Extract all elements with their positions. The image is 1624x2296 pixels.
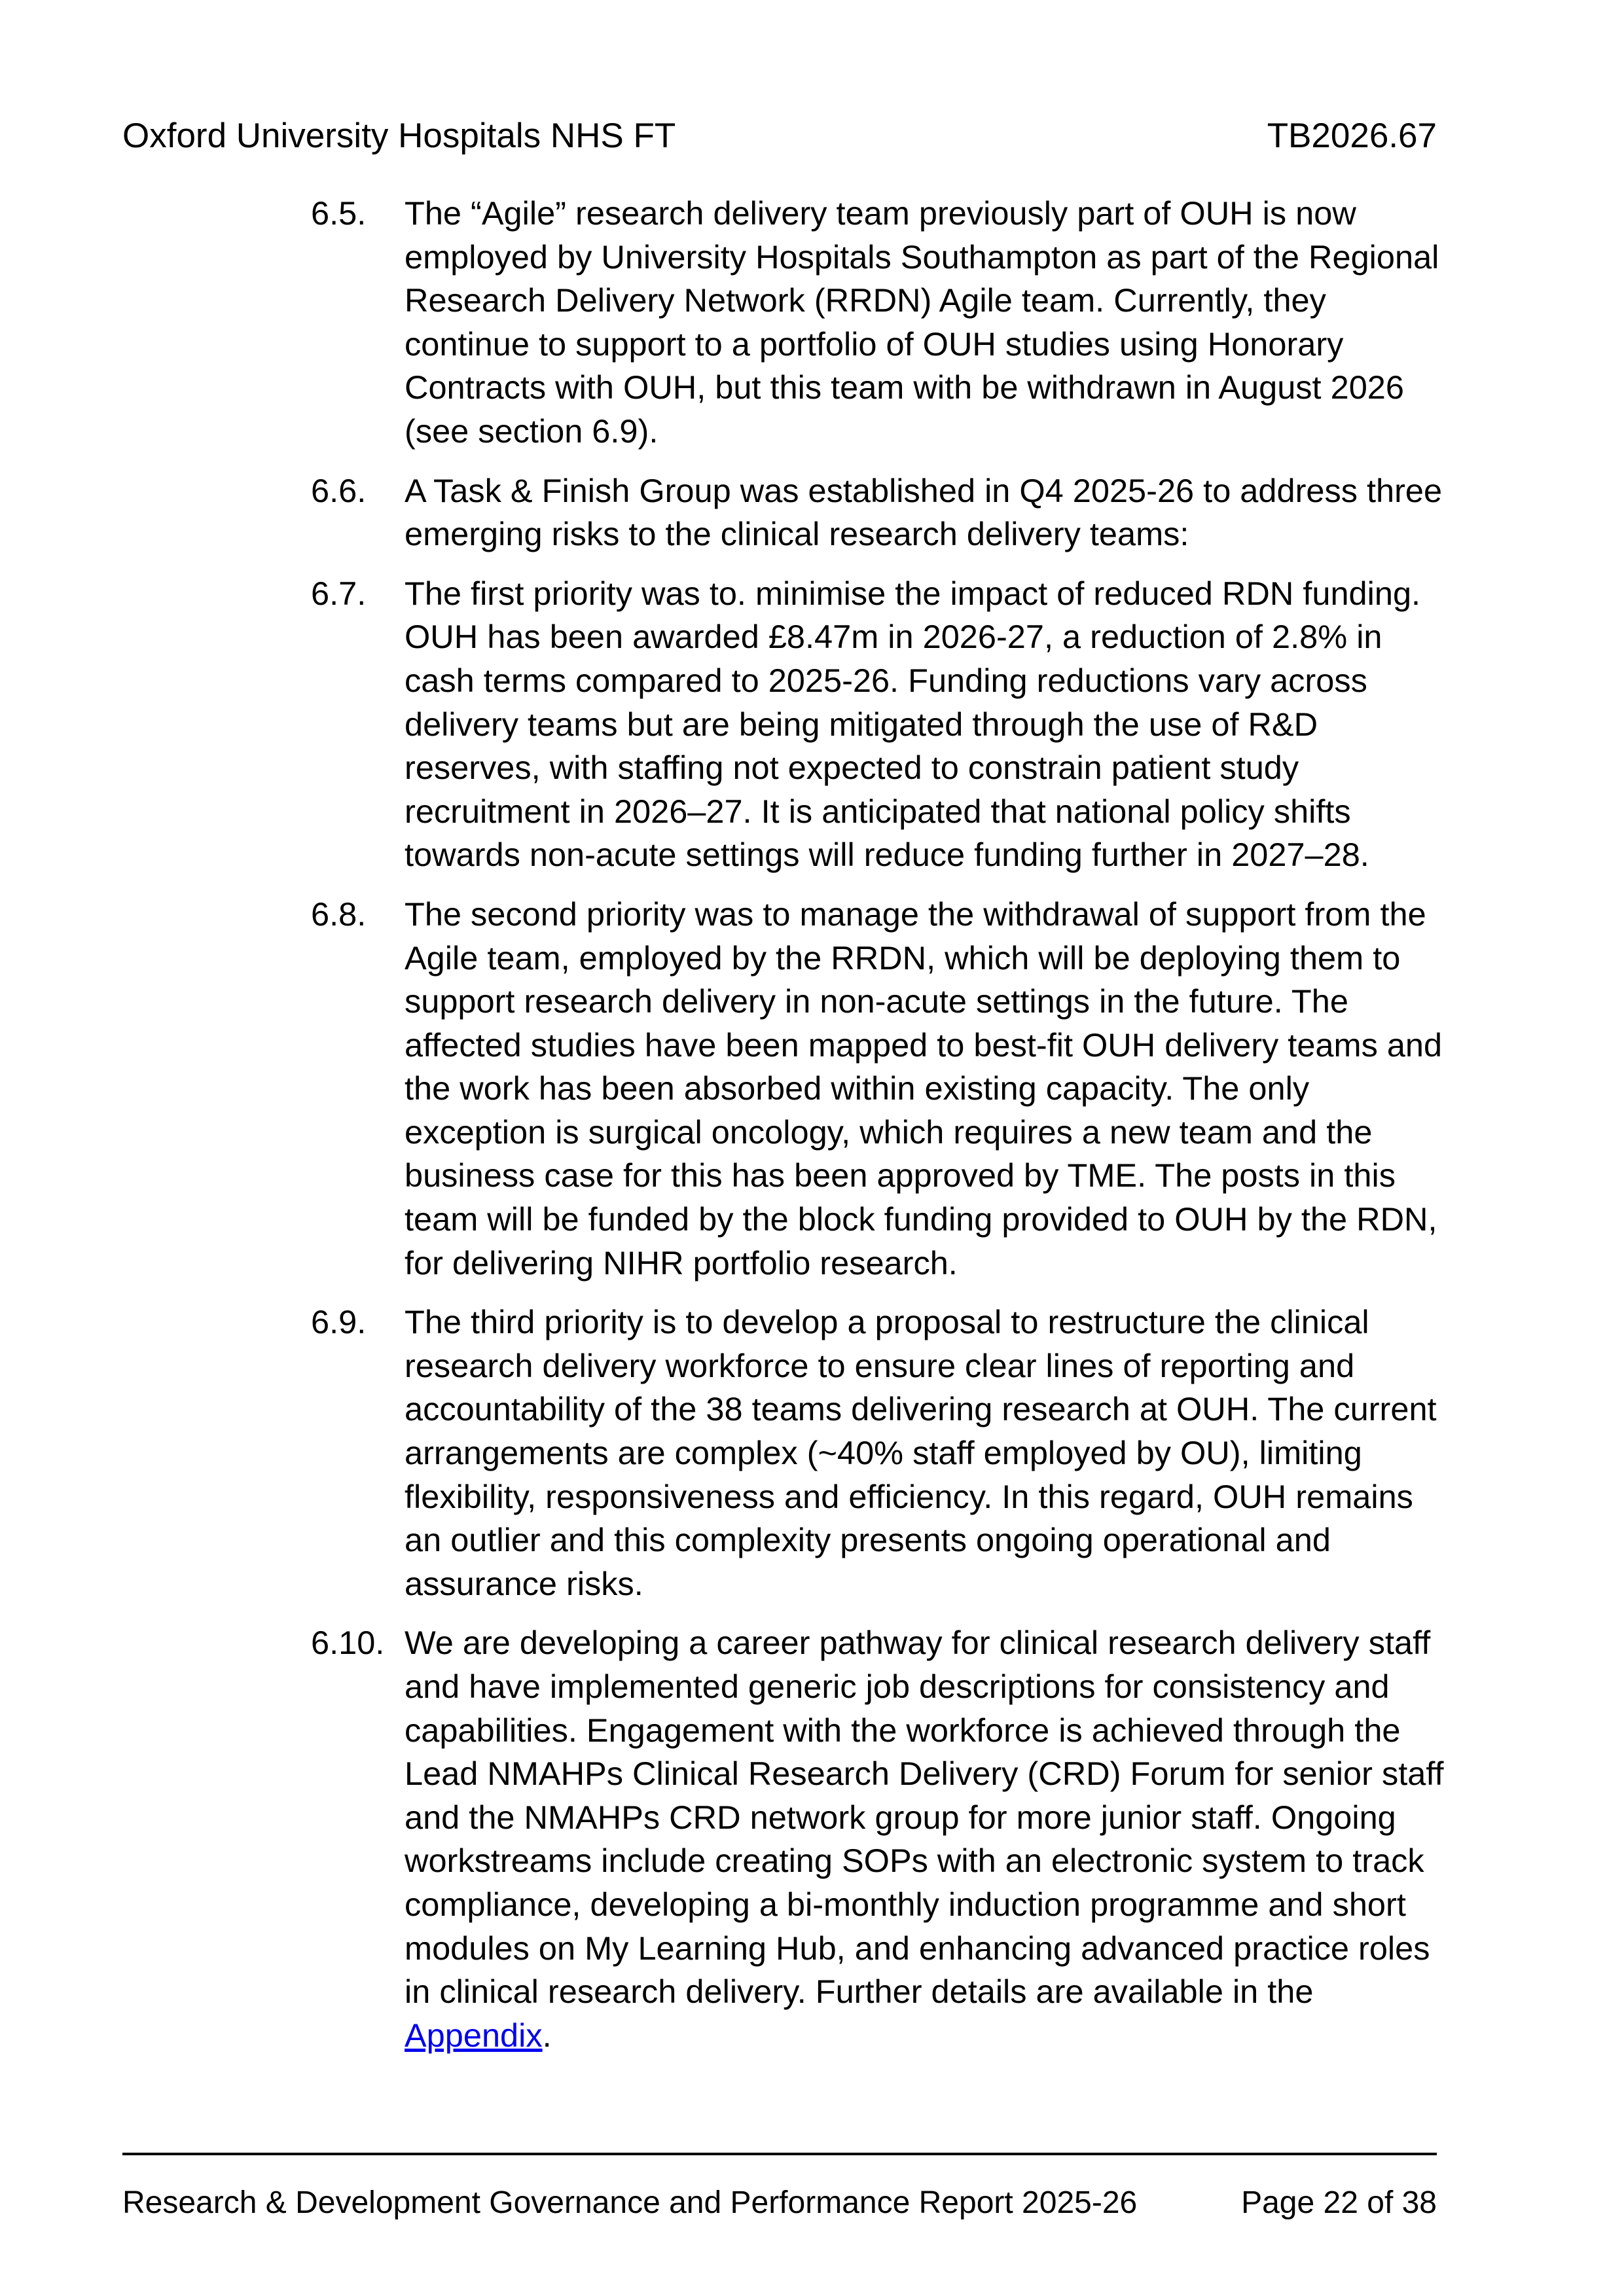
paragraph-6-8 [311, 893, 1450, 1285]
paragraph-6-9 [311, 1300, 1450, 1605]
paragraph-number: 6.8. [311, 895, 367, 933]
paragraph-number: 6.6. [311, 471, 367, 509]
paragraph-number: 6.9. [311, 1303, 367, 1341]
organisation-name: Oxford University Hospitals NHS FT [122, 117, 676, 155]
page-number: Page 22 of 38 [1241, 2185, 1437, 2220]
appendix-link[interactable]: Appendix [405, 2016, 543, 2054]
page-footer [122, 2178, 1437, 2228]
document-body [311, 192, 1450, 2073]
paragraph-6-10 [311, 1621, 1450, 2057]
paragraph-text: The “Agile” research delivery team previously part of OUH is now employed by University Hospitals Southampton as part of the Regional Research Delivery Network (RRDN) Agile team. Currently, they continue to support to a portfolio of OUH studies using Honorary Contracts with OUH, but this team with be withdrawn in August 2026 (see section 6.9). [405, 194, 1439, 450]
paragraph-6-7 [311, 572, 1450, 877]
footer-divider [122, 2153, 1437, 2155]
paragraph-6-6 [311, 469, 1450, 556]
paragraph-number: 6.10. [311, 1624, 385, 1662]
paragraph-6-5 [311, 192, 1450, 454]
paragraph-text: The third priority is to develop a proposal to restructure the clinical research delivery workforce to ensure clear lines of reporting and accountability of the 38 teams delivering research at OUH. The current arrangements are complex (~40% staff employed by OU), limiting flexibility, responsiveness and efficiency. In this regard, OUH remains an outlier and this complexity presents ongoing operational and assurance risks. [405, 1303, 1437, 1602]
page-header [122, 110, 1437, 162]
paragraph-text-end: . [542, 2016, 552, 2054]
document-reference: TB2026.67 [1267, 117, 1437, 155]
paragraph-text: We are developing a career pathway for clinical research delivery staff and have implemented generic job descriptions for consistency and capabilities. Engagement with the workforce is achieved through the Lead NMAHPs Clinical Research Delivery (CRD) Forum for senior staff and the NMAHPs CRD network group for more junior staff. Ongoing workstreams include creating SOPs with an electronic system to track compliance, developing a bi-monthly induction programme and short modules on My Learning Hub, and enhancing advanced practice roles in clinical research delivery. Further details are available in the [405, 1624, 1444, 2011]
paragraph-text: The second priority was to manage the withdrawal of support from the Agile team, employed by the RRDN, which will be deploying them to support research delivery in non-acute settings in the future. The affected studies have been mapped to best-fit OUH delivery teams and the work has been absorbed within existing capacity. The only exception is surgical oncology, which requires a new team and the business case for this has been approved by TME. The posts in this team will be funded by the block funding provided to OUH by the RDN, for delivering NIHR portfolio research. [405, 895, 1443, 1282]
paragraph-text: A Task & Finish Group was established in Q4 2025-26 to address three emerging risks to the clinical research delivery teams: [405, 471, 1443, 553]
paragraph-number: 6.5. [311, 194, 367, 232]
paragraph-text-with-link [405, 1621, 1450, 2057]
paragraph-text: The first priority was to. minimise the impact of reduced RDN funding. OUH has been awarded £8.47m in 2026-27, a reduction of 2.8% in cash terms compared to 2025-26. Funding reductions vary across delivery teams but are being mitigated through the use of R&D reserves, with staffing not expected to constrain patient study recruitment in 2026–27. It is anticipated that national policy shifts towards non-acute settings will reduce funding further in 2027–28. [405, 574, 1421, 874]
paragraph-number: 6.7. [311, 574, 367, 612]
report-title: Research & Development Governance and Performance Report 2025-26 [122, 2185, 1138, 2220]
